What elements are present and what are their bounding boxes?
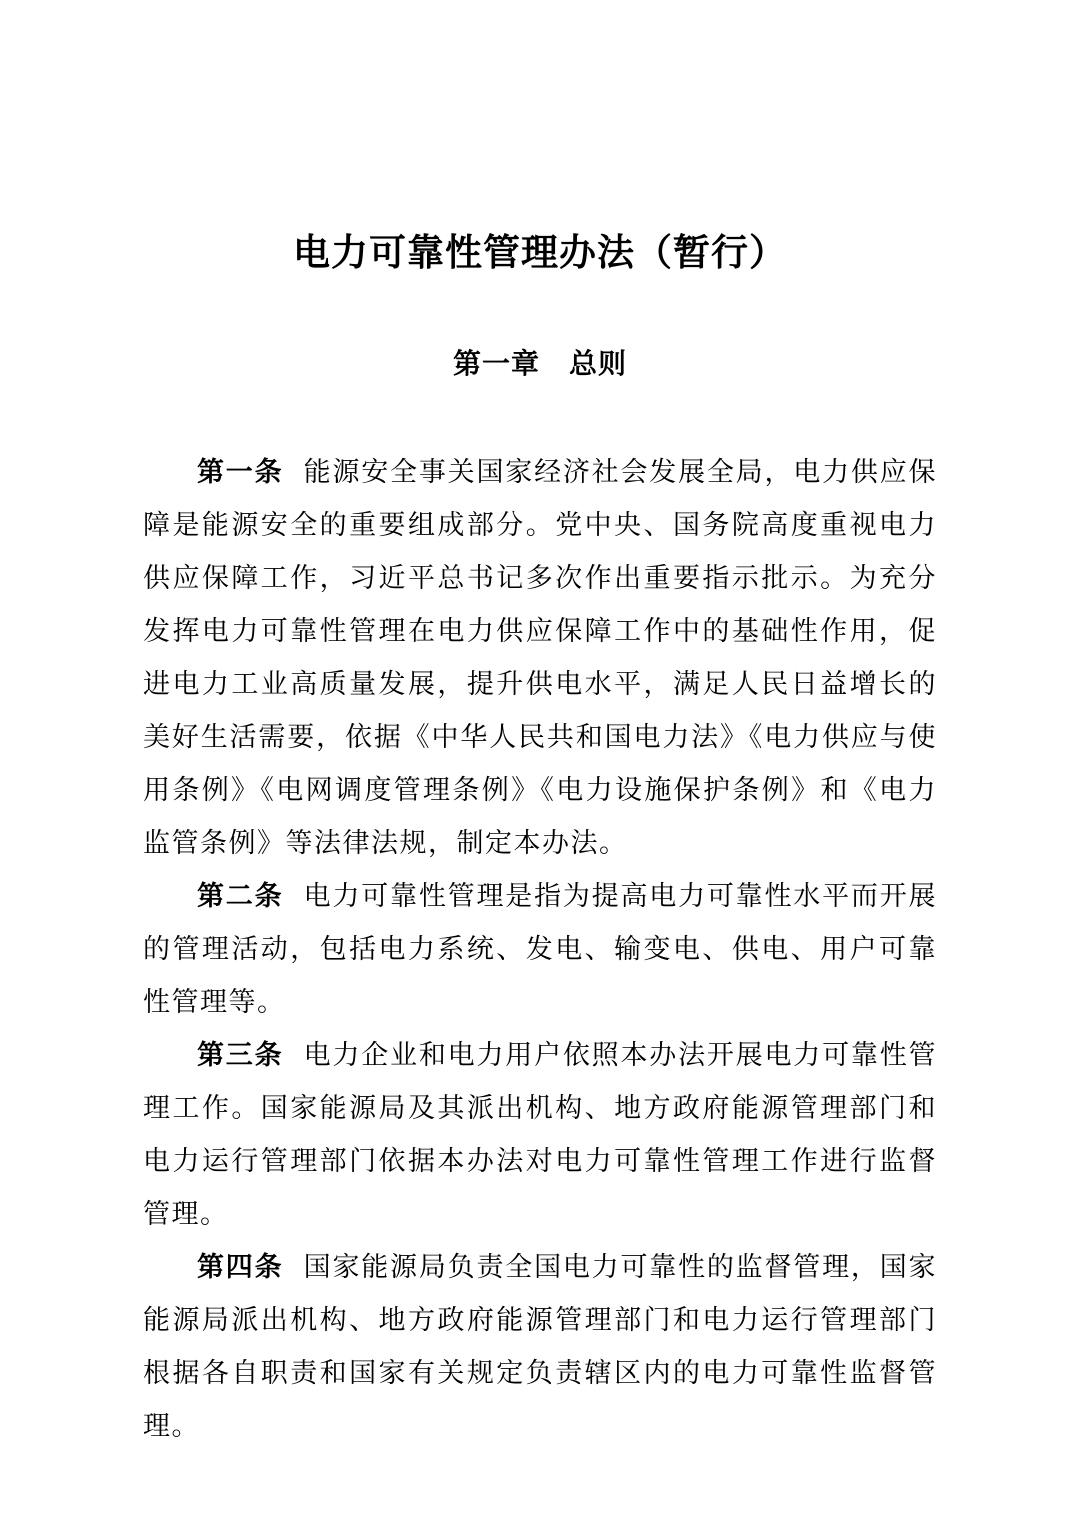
article-paragraph-3 (143, 1029, 937, 1241)
article-paragraph-1 (143, 446, 937, 870)
article-paragraph-2 (143, 870, 937, 1029)
article-3-text: 电力企业和电力用户依照本办法开展电力可靠性管理工作。国家能源局及其派出机构、地方政府能源管理部门和电力运行管理部门依据本办法对电力可靠性管理工作进行监督管理。 (143, 1040, 937, 1229)
document-body (143, 446, 937, 1453)
article-1-text: 能源安全事关国家经济社会发展全局，电力供应保障是能源安全的重要组成部分。党中央、国务院高度重视电力供应保障工作，习近平总书记多次作出重要指示批示。为充分发挥电力可靠性管理在电力供应保障工作中的基础性作用，促进电力工业高质量发展，提升供电水平，满足人民日益增长的美好生活需要，依据《中华人民共和国电力法》《电力供应与使用条例》《电网调度管理条例》《电力设施保护条例》和《电力监管条例》等法律法规，制定本办法。 (143, 457, 937, 858)
article-2-label: 第二条 (197, 881, 284, 911)
article-paragraph-4 (143, 1241, 937, 1453)
article-4-label: 第四条 (197, 1252, 284, 1282)
article-3-label: 第三条 (197, 1040, 284, 1070)
article-1-label: 第一条 (197, 457, 284, 487)
article-4-text: 国家能源局负责全国电力可靠性的监督管理，国家能源局派出机构、地方政府能源管理部门和电力运行管理部门根据各自职责和国家有关规定负责辖区内的电力可靠性监督管理。 (143, 1252, 937, 1441)
article-2-text: 电力可靠性管理是指为提高电力可靠性水平而开展的管理活动，包括电力系统、发电、输变电、供电、用户可靠性管理等。 (143, 881, 937, 1017)
chapter-heading: 第一章 总则 (452, 348, 627, 379)
document-title: 电力可靠性管理办法（暂行） (293, 233, 787, 274)
